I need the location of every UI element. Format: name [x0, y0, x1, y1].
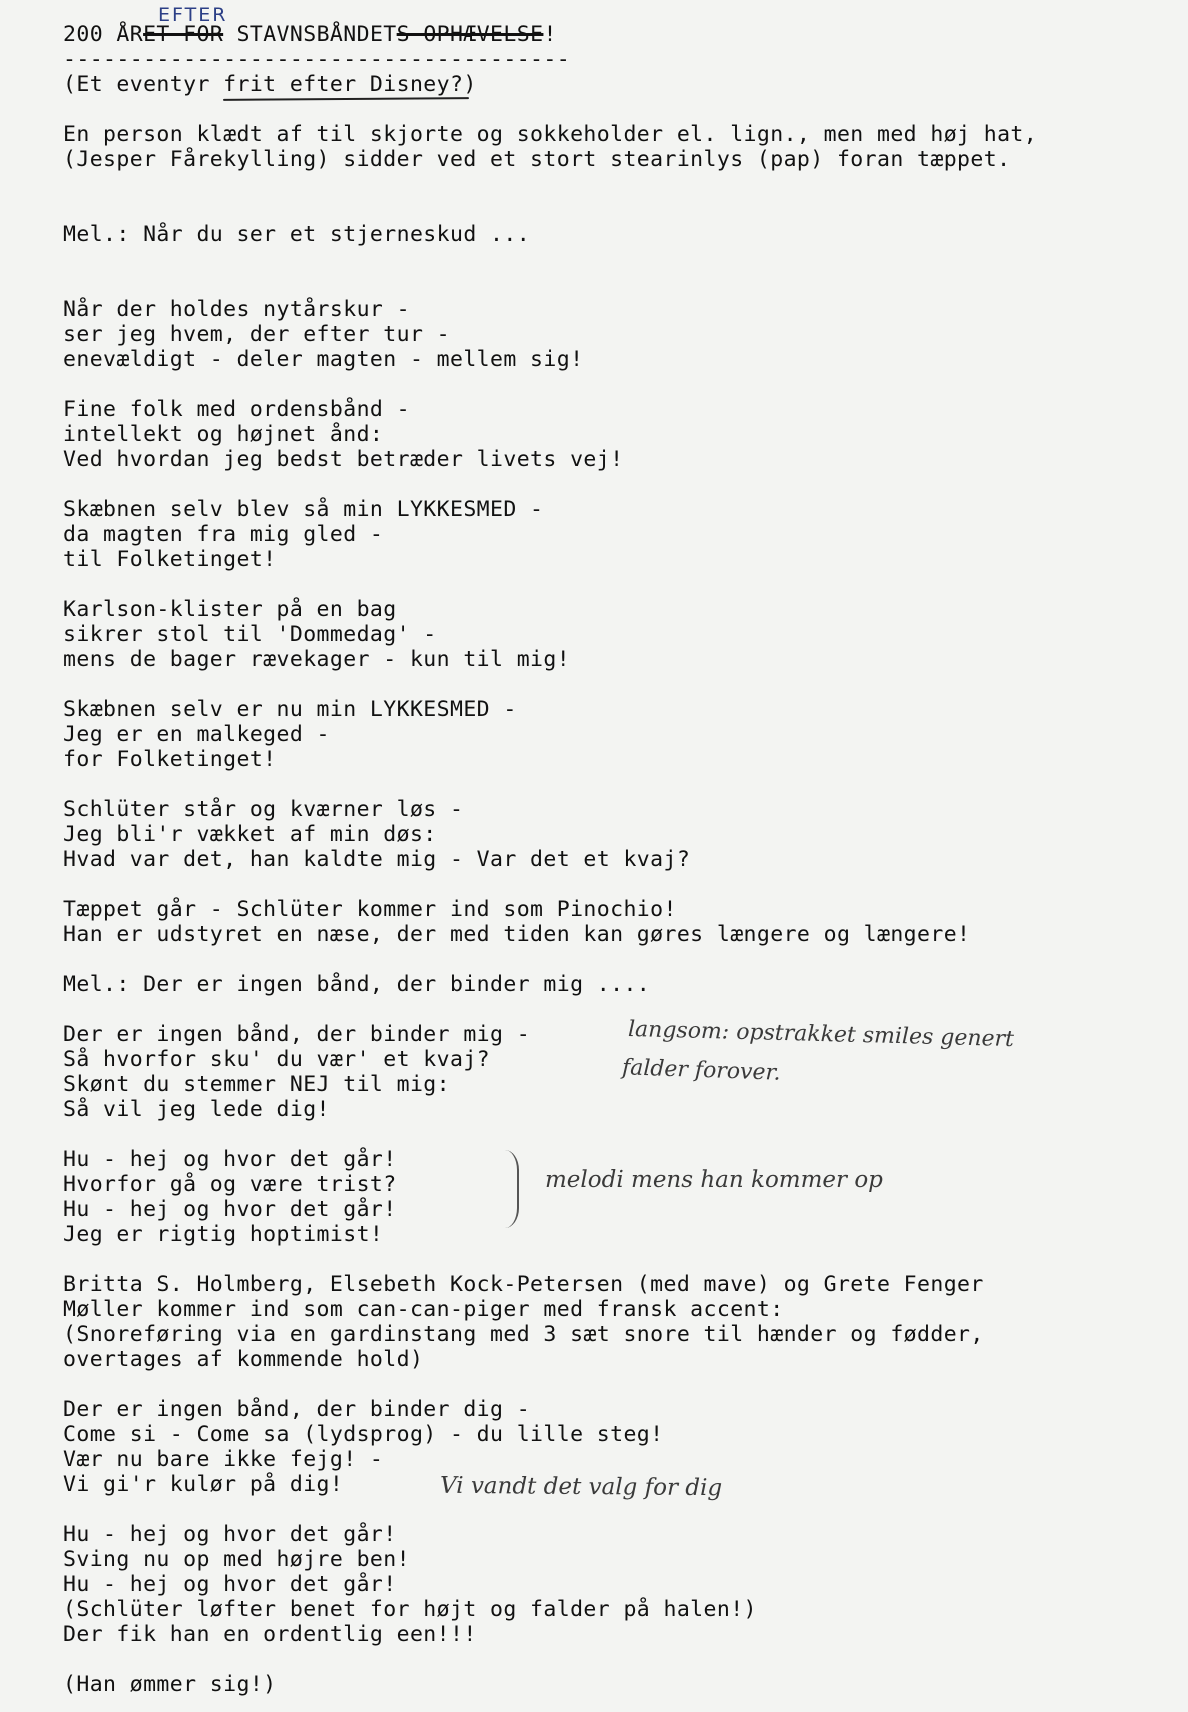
blank-line	[63, 1372, 1173, 1397]
text-line: Hu - hej og hvor det går!	[63, 1572, 397, 1597]
blank-line	[63, 197, 1173, 222]
text-line: Hu - hej og hvor det går!	[63, 1522, 397, 1547]
text-line: Karlson-klister på en bag	[63, 597, 397, 622]
handwritten-brace	[503, 1150, 519, 1228]
struck-text-ophaevelse: S OPHÆVELSE	[396, 22, 544, 47]
text-line: intellekt og højnet ånd:	[63, 422, 384, 447]
blank-line	[63, 1247, 1173, 1272]
blank-line	[63, 947, 1173, 972]
text-line: Hvorfor gå og være trist?	[63, 1172, 397, 1197]
text-line: Hu - hej og hvor det går!	[63, 1197, 397, 1222]
document-title: 200 ÅRET FOR STAVNSBÅNDETS OPHÆVELSE!	[63, 22, 557, 47]
text-line: (Han ømmer sig!)	[63, 1672, 277, 1697]
blank-line	[63, 172, 1173, 197]
blank-line	[63, 472, 1173, 497]
text-line: Schlüter står og kværner løs -	[63, 797, 464, 822]
text-line: Mel.: Når du ser et stjerneskud ...	[63, 222, 531, 247]
text-line: (Jesper Fårekylling) sidder ved et stort stearinlys (pap) foran tæppet.	[63, 147, 1011, 172]
handwritten-note-stage-direction-1: langsom: opstrakket smiles genert	[627, 1016, 1015, 1053]
blank-line	[63, 272, 1173, 297]
text-line: Jeg er rigtig hoptimist!	[63, 1222, 384, 1247]
text-line: overtages af kommende hold)	[63, 1347, 424, 1372]
text-line: Hu - hej og hvor det går!	[63, 1147, 397, 1172]
text-line: for Folketinget!	[63, 747, 277, 772]
text-line: Jeg er en malkeged -	[63, 722, 330, 747]
underlined-text: frit efter Disney?	[223, 72, 464, 97]
text-line: Mel.: Der er ingen bånd, der binder mig ....	[63, 972, 651, 997]
handwritten-insertion-efter: EFTER	[158, 4, 228, 26]
text-line: Skønt du stemmer NEJ til mig:	[63, 1072, 450, 1097]
blank-line	[63, 1122, 1173, 1147]
text-line: enevældigt - deler magten - mellem sig!	[63, 347, 584, 372]
text-line: (Snoreføring via en gardinstang med 3 sæt snore til hænder og fødder,	[63, 1322, 984, 1347]
text-line: Skæbnen selv blev så min LYKKESMED -	[63, 497, 544, 522]
typed-text-body	[63, 22, 1173, 1697]
text-line: Han er udstyret en næse, der med tiden kan gøres længere og længere!	[63, 922, 971, 947]
text-line: Der fik han en ordentlig een!!!	[63, 1622, 477, 1647]
struck-text-et-for: ET FOR	[143, 22, 224, 47]
text-line: Come si - Come sa (lydsprog) - du lille steg!	[63, 1422, 664, 1447]
blank-line	[63, 772, 1173, 797]
text-line: til Folketinget!	[63, 547, 277, 572]
blank-line	[63, 372, 1173, 397]
text-line: ser jeg hvem, der efter tur -	[63, 322, 450, 347]
blank-line	[63, 1497, 1173, 1522]
handwritten-note-stage-direction-2: falder forover.	[621, 1055, 781, 1086]
blank-line	[63, 247, 1173, 272]
blank-line	[63, 1647, 1173, 1672]
text-line: Der er ingen bånd, der binder dig -	[63, 1397, 531, 1422]
text-line: Vi gi'r kulør på dig!	[63, 1472, 344, 1497]
blank-line	[63, 672, 1173, 697]
title-rule: --------------------------------------	[63, 47, 571, 72]
blank-line	[63, 572, 1173, 597]
text-line: Så vil jeg lede dig!	[63, 1097, 330, 1122]
text-line: Fine folk med ordensbånd -	[63, 397, 410, 422]
text-line: Der er ingen bånd, der binder mig -	[63, 1022, 531, 1047]
text-line: Sving nu op med højre ben!	[63, 1547, 410, 1572]
text-line: (Schlüter løfter benet for højt og falder på halen!)	[63, 1597, 757, 1622]
blank-line	[63, 872, 1173, 897]
handwritten-note-election: Vi vandt det valg for dig	[439, 1472, 723, 1502]
text-line: Skæbnen selv er nu min LYKKESMED -	[63, 697, 517, 722]
text-line: da magten fra mig gled -	[63, 522, 384, 547]
text-line: Tæppet går - Schlüter kommer ind som Pinochio!	[63, 897, 677, 922]
text-line: Ved hvordan jeg bedst betræder livets vej!	[63, 447, 624, 472]
handwritten-note-melody: melodi mens han kommer op	[545, 1167, 883, 1193]
text-line: Når der holdes nytårskur -	[63, 297, 410, 322]
text-line: Hvad var det, han kaldte mig - Var det et kvaj?	[63, 847, 691, 872]
text-line: mens de bager rævekager - kun til mig!	[63, 647, 571, 672]
text-line: sikrer stol til 'Dommedag' -	[63, 622, 437, 647]
text-line: Britta S. Holmberg, Elsebeth Kock-Petersen (med mave) og Grete Fenger	[63, 1272, 984, 1297]
subtitle: (Et eventyr frit efter Disney?)	[63, 72, 477, 97]
text-line: Vær nu bare ikke fejg! -	[63, 1447, 384, 1472]
text-line: Jeg bli'r vækket af min døs:	[63, 822, 437, 847]
manuscript-lines	[63, 122, 1173, 1697]
text-line: En person klædt af til skjorte og sokkeholder el. lign., men med høj hat,	[63, 122, 1038, 147]
text-line: Møller kommer ind som can-can-piger med fransk accent:	[63, 1297, 784, 1322]
text-line: Så hvorfor sku' du vær' et kvaj?	[63, 1047, 491, 1072]
blank-line	[63, 997, 1173, 1022]
